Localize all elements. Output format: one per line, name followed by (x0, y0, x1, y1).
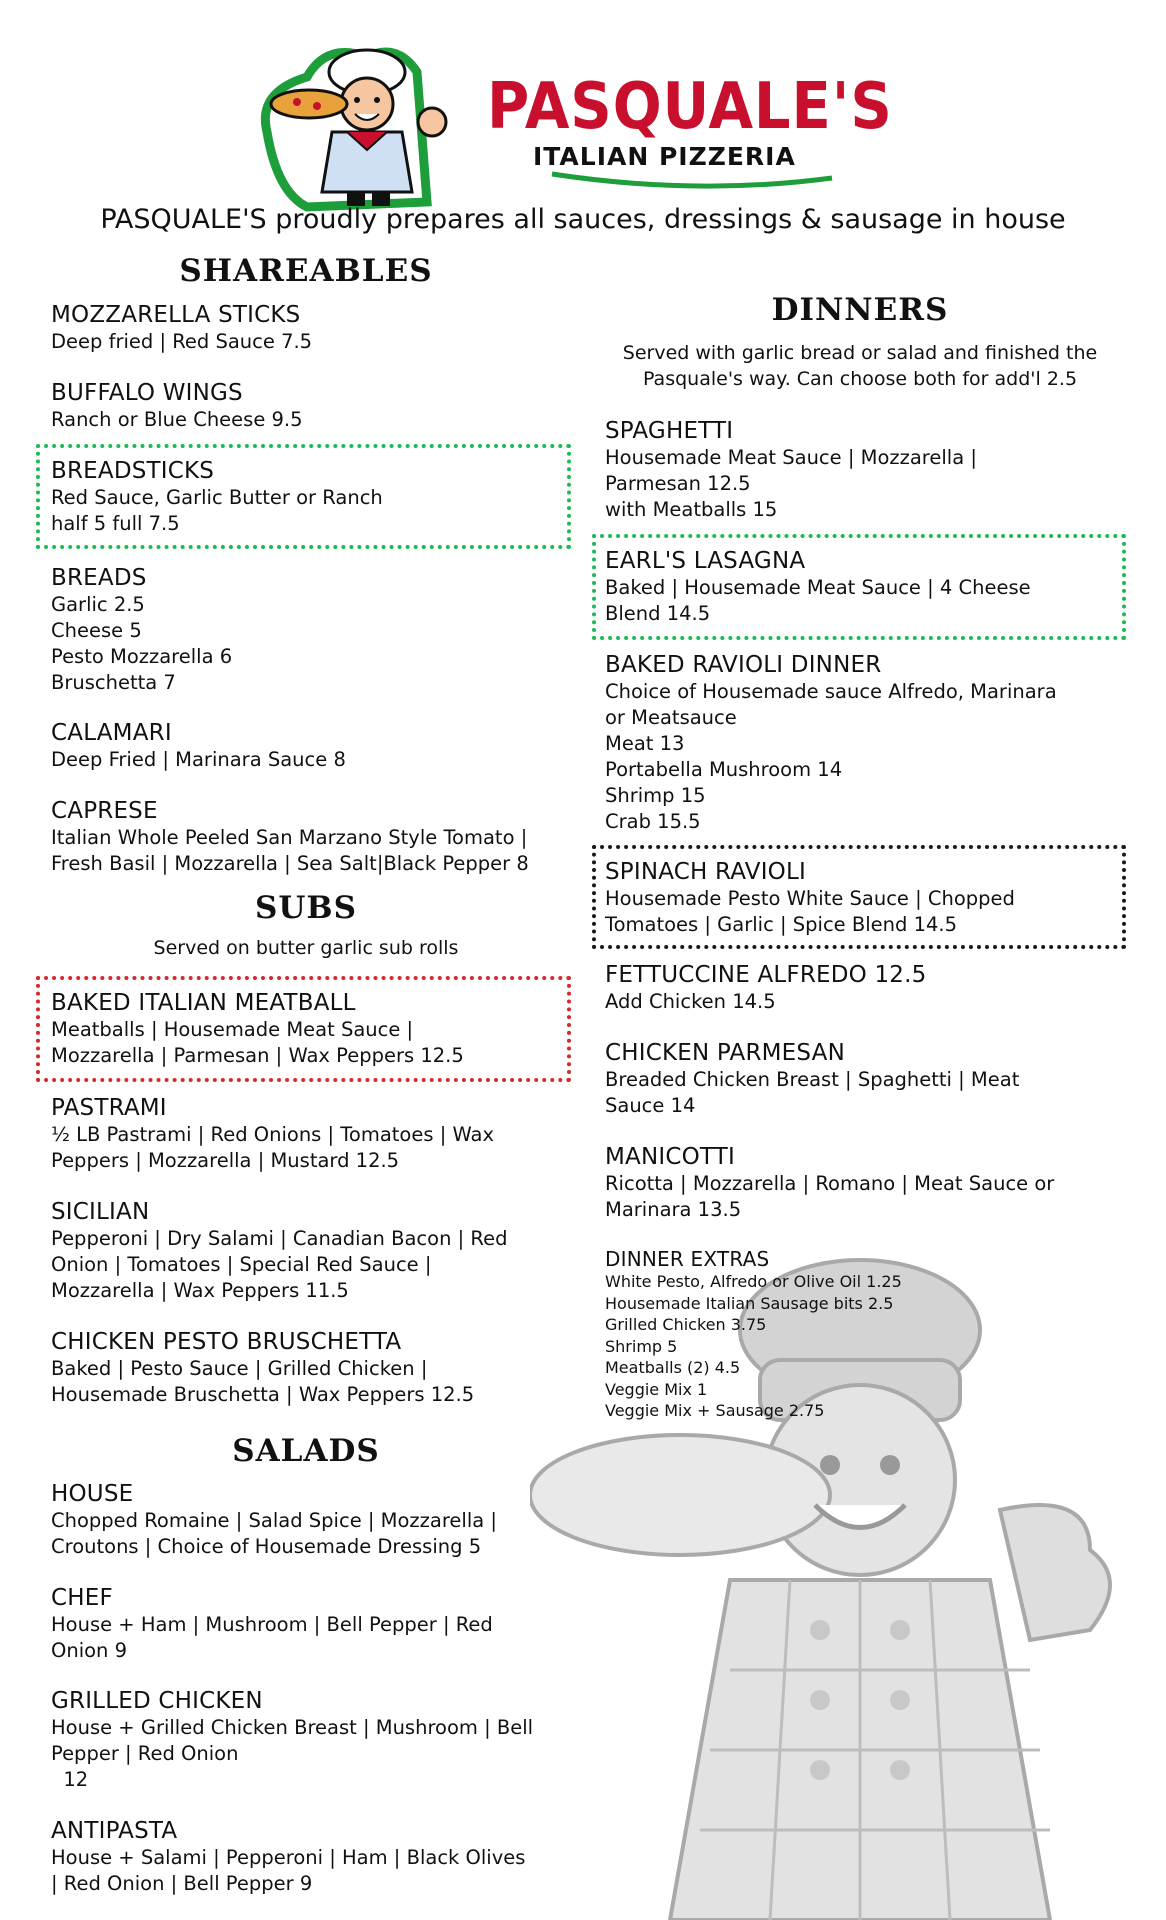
dinners-title: DINNERS (771, 292, 949, 328)
item-desc: ½ LB Pastrami | Red Onions | Tomatoes | Wax (51, 1123, 495, 1146)
item-desc: Peppers | Mozzarella | Mustard 12.5 (51, 1149, 400, 1172)
subs-note: Served on butter garlic sub rolls (153, 937, 459, 959)
item-name: CAPRESE (51, 798, 158, 824)
brand-name: PASQUALE'S (487, 70, 893, 144)
item-desc: Veggie Mix 1 (605, 1379, 708, 1399)
item-desc: Pepperoni | Dry Salami | Canadian Bacon | Red (51, 1227, 508, 1250)
item-desc: Red Sauce, Garlic Butter or Ranch (51, 486, 383, 509)
item-name: SPINACH RAVIOLI (605, 859, 806, 885)
salads-title: SALADS (232, 1433, 380, 1469)
item-desc: Tomatoes | Garlic | Spice Blend 14.5 (605, 913, 958, 936)
item-name: BREADSTICKS (51, 458, 215, 484)
item-desc: Deep fried | Red Sauce 7.5 (51, 330, 313, 353)
item-desc: Baked | Housemade Meat Sauce | 4 Cheese (605, 576, 1031, 599)
item-desc: Deep Fried | Marinara Sauce 8 (51, 748, 346, 771)
item-name: BAKED ITALIAN MEATBALL (51, 990, 356, 1016)
item-desc: House + Ham | Mushroom | Bell Pepper | Red (51, 1613, 493, 1636)
item-name: BUFFALO WINGS (51, 380, 243, 406)
item-desc: Chopped Romaine | Salad Spice | Mozzarella | (51, 1509, 497, 1532)
item-desc: Parmesan 12.5 (605, 472, 751, 495)
dinners-note-line: Pasquale's way. Can choose both for add'l 2.5 (642, 368, 1078, 390)
menu-item-antipasta-salad (51, 1818, 525, 1897)
item-desc: Shrimp 5 (605, 1336, 678, 1356)
item-desc: Garlic 2.5 (51, 593, 145, 616)
item-desc: Housemade Bruschetta | Wax Peppers 12.5 (51, 1383, 475, 1406)
item-name: MANICOTTI (605, 1144, 736, 1170)
item-desc: Pesto Mozzarella 6 (51, 645, 233, 668)
menu-item-manicotti (605, 1144, 1054, 1223)
item-desc: Fresh Basil | Mozzarella | Sea Salt|Black Pepper 8 (51, 852, 529, 875)
item-desc: Ricotta | Mozzarella | Romano | Meat Sauce or (605, 1172, 1055, 1195)
item-name: MOZZARELLA STICKS (51, 302, 301, 328)
item-desc: Crab 15.5 (605, 810, 701, 833)
chef-mascot-icon (247, 32, 487, 212)
logo (247, 32, 893, 212)
item-desc: Mozzarella | Wax Peppers 11.5 (51, 1279, 349, 1302)
item-desc: Bruschetta 7 (51, 671, 176, 694)
menu-item-grilled-chicken-salad (51, 1688, 533, 1793)
item-desc: half 5 full 7.5 (51, 512, 180, 535)
menu-item-spinach-ravioli (605, 859, 1015, 938)
menu-item-buffalo-wings (51, 380, 303, 433)
item-desc: House + Grilled Chicken Breast | Mushroom | Bell (51, 1716, 534, 1739)
item-name: SICILIAN (51, 1199, 150, 1225)
item-desc: Housemade Italian Sausage bits 2.5 (605, 1293, 894, 1313)
menu-item-chicken-pesto-bruschetta (51, 1329, 474, 1408)
item-desc: White Pesto, Alfredo or Olive Oil 1.25 (605, 1272, 902, 1291)
item-desc: | Red Onion | Bell Pepper 9 (51, 1872, 313, 1895)
item-name: CHICKEN PESTO BRUSCHETTA (51, 1329, 402, 1355)
menu-item-mozzarella-sticks (51, 302, 312, 355)
item-name: PASTRAMI (51, 1095, 167, 1121)
swoosh-icon (547, 168, 837, 190)
item-desc: Onion 9 (51, 1639, 128, 1662)
menu-item-chicken-parmesan (605, 1040, 1019, 1119)
item-desc: Mozzarella | Parmesan | Wax Peppers 12.5 (51, 1044, 464, 1067)
item-desc: Meatballs | Housemade Meat Sauce | (51, 1018, 414, 1041)
shareables-title: SHAREABLES (179, 253, 433, 289)
menu-item-caprese (51, 798, 529, 877)
item-desc: Croutons | Choice of Housemade Dressing 5 (51, 1535, 482, 1558)
item-name: CHICKEN PARMESAN (605, 1040, 845, 1066)
menu-item-chef-salad (51, 1585, 493, 1664)
item-name: CHEF (51, 1585, 113, 1611)
menu-item-baked-italian-meatball (51, 990, 464, 1069)
item-desc: Meatballs (2) 4.5 (605, 1358, 741, 1377)
menu-item-earls-lasagna (605, 548, 1031, 627)
item-desc: Breaded Chicken Breast | Spaghetti | Meat (605, 1068, 1020, 1091)
dinners-note (595, 340, 1125, 392)
item-name: BREADS (51, 565, 147, 591)
item-desc: Ranch or Blue Cheese 9.5 (51, 408, 303, 431)
item-desc: or Meatsauce (605, 706, 737, 729)
item-desc: Portabella Mushroom 14 (605, 758, 843, 781)
menu-item-house-salad (51, 1481, 497, 1560)
menu-item-spaghetti (605, 418, 977, 523)
item-name: EARL'S LASAGNA (605, 548, 806, 574)
item-name: HOUSE (51, 1481, 134, 1507)
dinner-extras (605, 1247, 902, 1422)
menu-item-baked-ravioli-dinner (605, 652, 1057, 835)
item-desc: Pepper | Red Onion (51, 1742, 239, 1765)
brand-subtitle: ITALIAN PIZZERIA (533, 142, 796, 171)
item-desc: Marinara 13.5 (605, 1198, 742, 1221)
menu-item-sicilian (51, 1199, 507, 1304)
item-desc: Choice of Housemade sauce Alfredo, Marinara (605, 680, 1057, 703)
item-desc: Blend 14.5 (605, 602, 711, 625)
item-desc: Add Chicken 14.5 (605, 990, 776, 1013)
item-desc: Meat 13 (605, 732, 685, 755)
dinners-note-line: Served with garlic bread or salad and finished the (622, 342, 1098, 364)
menu-item-fettuccine-alfredo (605, 962, 926, 1015)
item-desc: Sauce 14 (605, 1094, 696, 1117)
item-name: BAKED RAVIOLI DINNER (605, 652, 882, 678)
item-desc: Baked | Pesto Sauce | Grilled Chicken | (51, 1357, 428, 1380)
item-name: GRILLED CHICKEN (51, 1688, 263, 1714)
subs-title: SUBS (254, 890, 357, 926)
item-desc: Shrimp 15 (605, 784, 706, 807)
item-name: DINNER EXTRAS (605, 1247, 770, 1271)
item-desc: Onion | Tomatoes | Special Red Sauce | (51, 1253, 432, 1276)
item-name: CALAMARI (51, 720, 172, 746)
item-desc: with Meatballs 15 (605, 498, 778, 521)
item-name: ANTIPASTA (51, 1818, 178, 1844)
item-name: FETTUCCINE ALFREDO 12.5 (605, 962, 927, 988)
item-desc: Grilled Chicken 3.75 (605, 1315, 767, 1334)
item-desc: Housemade Pesto White Sauce | Chopped (605, 887, 1015, 910)
menu-item-calamari (51, 720, 346, 773)
item-desc: Italian Whole Peeled San Marzano Style Tomato | (51, 826, 528, 849)
menu-item-pastrami (51, 1095, 494, 1174)
item-desc: Housemade Meat Sauce | Mozzarella | (605, 446, 977, 469)
menu-item-breadsticks (51, 458, 383, 537)
menu-item-breads (51, 565, 232, 696)
item-desc: 12 (51, 1768, 89, 1791)
item-desc: House + Salami | Pepperoni | Ham | Black Olives (51, 1846, 526, 1869)
item-desc: Veggie Mix + Sausage 2.75 (605, 1401, 825, 1420)
item-desc: Cheese 5 (51, 619, 142, 642)
tagline: PASQUALE'S proudly prepares all sauces, dressings & sausage in house (100, 204, 1066, 235)
item-name: SPAGHETTI (605, 418, 734, 444)
